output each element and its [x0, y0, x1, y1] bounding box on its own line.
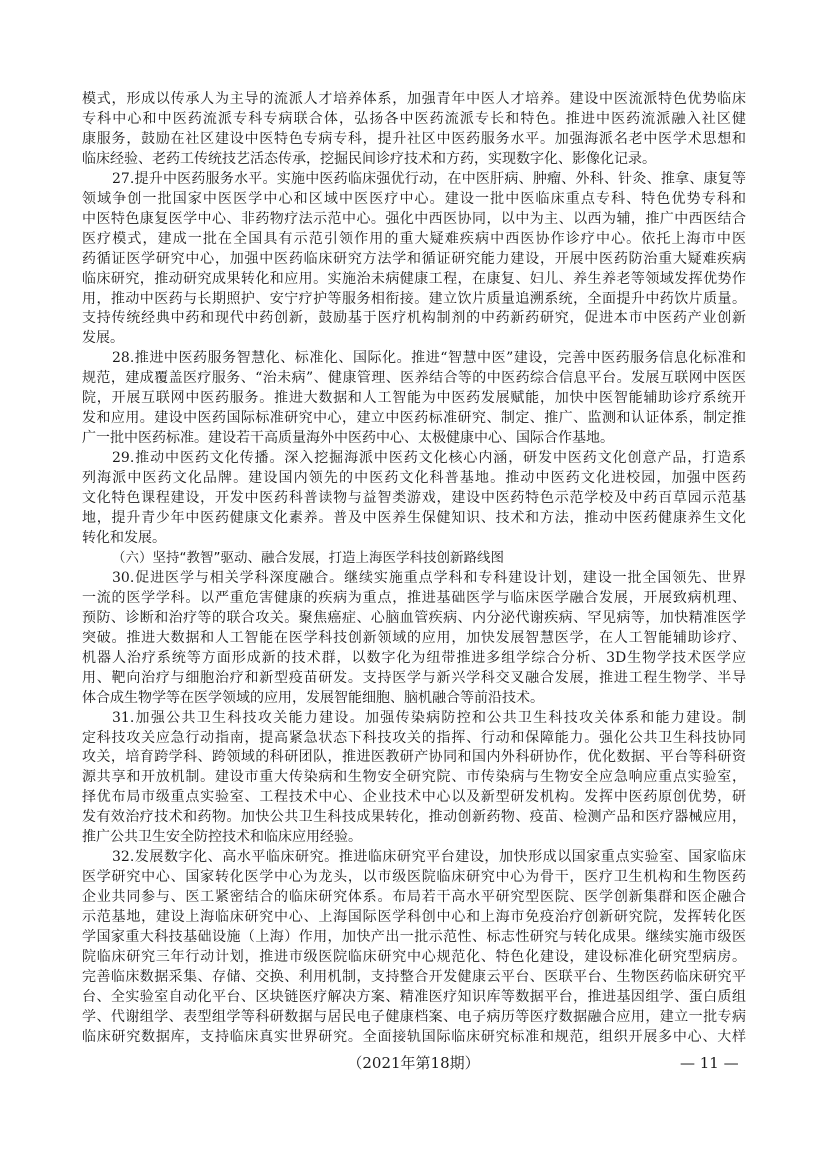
paragraph — [82, 90, 746, 170]
text-line: 攻关，培育跨学科、跨领域的科研团队，推进医教研产协同和国内外科研协作，优化数据、平台等科研资 — [82, 749, 746, 766]
text-line: 医疗模式，建成一批在全国具有示范引领作用的重大疑难疾病中西医协作诊疗中心。依托上海市中医 — [82, 230, 746, 247]
paragraph — [82, 569, 746, 709]
text-line: 用，推动中医药与长期照护、安宁疗护等服务相衔接。建立饮片质量追溯系统，全面提升中药饮片质量。 — [82, 290, 746, 307]
text-line: 列海派中医药文化品牌。建设国内领先的中医药文化科普基地。推动中医药文化进校园，加强中医药 — [82, 470, 746, 487]
text-line: （六）坚持“教智”驱动、融合发展，打造上海医学科技创新路线图 — [112, 549, 504, 566]
text-line: 转化和发展。 — [82, 529, 166, 546]
text-line: 推广公共卫生安全防控技术和临床应用经验。 — [82, 829, 362, 846]
text-line: 机器人治疗系统等方面形成新的技术群，以数字化为纽带推进多组学综合分析、3D生物学技术医学应 — [82, 649, 746, 666]
text-line: 院临床研究三年行动计划，推进市级医院临床研究中心规范化、特色化建设，建设标准化研究型病房。 — [82, 948, 746, 965]
text-line: 32.发展数字化、高水平临床研究。推进临床研究平台建设，加快形成以国家重点实验室、国家临床 — [112, 849, 746, 866]
text-line: 地，提升青少年中医药健康文化素养。普及中医养生保健知识、技术和方法，推动中医药健康养生文化 — [82, 510, 746, 527]
text-line: 规范，建成覆盖医疗服务、“治未病”、健康管理、医养结合等的中医药综合信息平台。发展互联网中医医 — [82, 370, 746, 387]
text-line: 体合成生物学等在医学领域的应用，发展智能细胞、脑机融合等前沿技术。 — [82, 689, 544, 706]
text-line: 院，开展互联网中医药服务。推进大数据和人工智能为中医药发展赋能，加快中医智能辅助诊疗系统开 — [82, 390, 746, 407]
text-line: 源共享和开放机制。建设市重大传染病和生物安全研究院、市传染病与生物安全应急响应重点实验室， — [82, 769, 746, 786]
text-line: 领域争创一批国家中医医学中心和区域中医医疗中心。建设一批中医临床重点专科、特色优势专科和 — [82, 190, 746, 207]
text-line: 30.促进医学与相关学科深度融合。继续实施重点学科和专科建设计划，建设一批全国领先、世界 — [112, 569, 746, 586]
paragraph — [82, 349, 746, 449]
text-line: 示范基地，建设上海临床研究中心、上海国际医学科创中心和上海市免疫治疗创新研究院，发挥转化医 — [82, 909, 746, 926]
text-line: 发和应用。建设中医药国际标准研究中心，建立中医药标准研究、制定、推广、监测和认证体系，制定推 — [82, 410, 746, 427]
text-line: 31.加强公共卫生科技攻关能力建设。加强传染病防控和公共卫生科技攻关体系和能力建设。制 — [112, 709, 746, 726]
text-line: 文化特色课程建设，开发中医药科普读物与益智类游戏，建设中医药特色示范学校及中药百草园示范基 — [82, 490, 746, 507]
text-line: 突破。推进大数据和人工智能在医学科技创新领域的应用，加快发展智慧医学，在人工智能辅助诊疗、 — [82, 629, 746, 646]
text-line: 临床经验、老药工传统技艺活态传承，挖掘民间诊疗技术和方药，实现数字化、影像化记录。 — [82, 150, 656, 167]
text-line: 药循证医学研究中心，加强中医药临床研究方法学和循证研究能力建设，开展中医药防治重大疑难疾病 — [82, 250, 746, 267]
text-line: 临床研究，推动研究成果转化和应用。实施治未病健康工程，在康复、妇儿、养生养老等领域发挥优势作 — [82, 270, 746, 287]
text-line: 一流的医学学科。以严重危害健康的疾病为重点，推进基础医学与临床医学融合发展，开展致病机理、 — [82, 589, 746, 606]
text-line: 学、代谢组学、表型组学等科研数据与居民电子健康档案、电子病历等医疗数据融合应用，建立一批专病 — [82, 1008, 746, 1025]
text-line: 台、全实验室自动化平台、区块链医疗解决方案、精准医疗知识库等数据平台，推进基因组学、蛋白质组 — [82, 988, 746, 1005]
text-line: 康服务，鼓励在社区建设中医特色专病专科，提升社区中医药服务水平。加强海派名老中医学术思想和 — [82, 130, 746, 147]
text-line: 医学研究中心、国家转化医学中心为龙头，以市级医院临床研究中心为骨干，医疗卫生机构和生物医药 — [82, 869, 746, 886]
text-line: 学国家重大科技基础设施（上海）作用，加快产出一批示范性、标志性研究与转化成果。继续实施市级医 — [82, 929, 746, 946]
text-line: 专科中心和中医药流派专科专病联合体，弘扬各中医药流派专长和特色。推进中医药流派融入社区健 — [82, 110, 746, 127]
paragraph — [82, 449, 746, 549]
paragraph — [82, 170, 746, 350]
text-line: 支持传统经典中药和现代中药创新，鼓励基于医疗机构制剂的中药新药研究，促进本市中医药产业创新 — [82, 310, 746, 327]
text-line: 模式，形成以传承人为主导的流派人才培养体系，加强青年中医人才培养。建设中医流派特色优势临床 — [82, 91, 746, 107]
text-line: 用、靶向治疗与细胞治疗和新型疫苗研发。支持医学与新兴学科交叉融合发展，推进工程生物学、半导 — [82, 669, 746, 686]
text-line: 广一批中医药标准。建设若干高质量海外中医药中心、太极健康中心、国际合作基地。 — [82, 430, 614, 447]
text-line: 择优布局市级重点实验室、工程技术中心、企业技术中心以及新型研发机构。发挥中医药原创优势，研 — [82, 789, 746, 806]
page-number: — 11 — — [680, 1054, 739, 1072]
text-line: 中医特色康复医学中心、非药物疗法示范中心。强化中西医协同，以中为主、以西为辅，推广中西医结合 — [82, 210, 746, 227]
text-line: 企业共同参与、医工紧密结合的临床研究体系。布局若干高水平研究型医院、医学创新集群和医企融合 — [82, 889, 746, 906]
text-line: 28.推进中医药服务智慧化、标准化、国际化。推进“智慧中医”建设，完善中医药服务信息化标准和 — [112, 350, 746, 367]
document-body — [82, 90, 746, 1048]
text-line: 发有效治疗技术和药物。加快公共卫生科技成果转化，推动创新药物、疫苗、检测产品和医疗器械应用， — [82, 809, 746, 826]
text-line: 发展。 — [82, 330, 124, 347]
paragraph — [82, 709, 746, 849]
text-line: 定科技攻关应急行动指南，提高紧急状态下科技攻关的指挥、行动和保障能力。强化公共卫生科技协同 — [82, 729, 746, 746]
footer-issue-label: （2021年第18期） — [347, 1054, 480, 1072]
section-heading — [82, 549, 746, 569]
text-line: 完善临床数据采集、存储、交换、利用机制，支持整合开发健康云平台、医联平台、生物医药临床研究平 — [82, 968, 746, 985]
text-line: 29.推动中医药文化传播。深入挖掘海派中医药文化核心内涵，研发中医药文化创意产品，打造系 — [112, 450, 746, 467]
text-line: 27.提升中医药服务水平。实施中医药临床强优行动，在中医肝病、肿瘤、外科、针灸、推拿、康复等 — [112, 170, 746, 187]
text-line: 临床研究数据库，支持临床真实世界研究。全面接轨国际临床研究标准和规范，组织开展多中心、大样 — [82, 1028, 746, 1045]
paragraph — [82, 848, 746, 1048]
text-line: 预防、诊断和治疗等的联合攻关。聚焦癌症、心脑血管疾病、内分泌代谢疾病、罕见病等，加快精准医学 — [82, 609, 746, 626]
